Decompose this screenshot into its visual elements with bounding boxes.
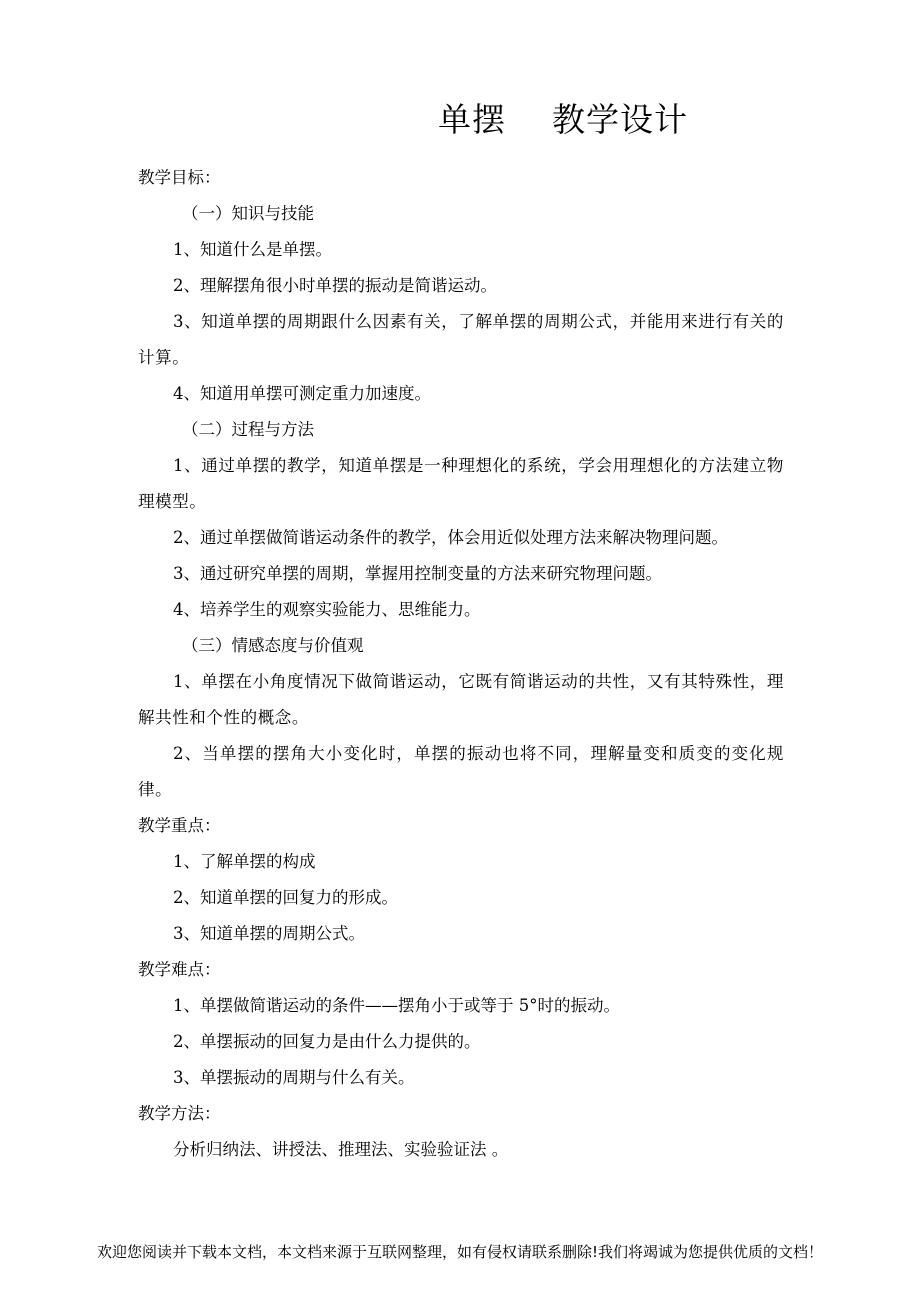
goals-heading: 教学目标： <box>138 168 221 187</box>
difficulty-item: 2、单摆振动的回复力是由什么力提供的。 <box>173 1032 481 1051</box>
part2-item: 3、通过研究单摆的周期，掌握用控制变量的方法来研究物理问题。 <box>173 564 662 583</box>
part2-item: 1、通过单摆的教学，知道单摆是一种理想化的系统，学会用理想化的方法建立物理模型。 <box>138 456 784 511</box>
key-point-item: 1、了解单摆的构成 <box>173 852 316 871</box>
difficulty-item: 3、单摆振动的周期与什么有关。 <box>173 1068 415 1087</box>
part2-item: 4、培养学生的观察实验能力、思维能力。 <box>173 600 481 619</box>
method-heading: 教学方法： <box>138 1104 221 1123</box>
part3-item: 1、单摆在小角度情况下做简谐运动，它既有简谐运动的共性，又有其特殊性，理解共性和个性的概念。 <box>138 672 784 727</box>
difficulty-item: 1、单摆做简谐运动的条件——摆角小于或等于 5°时的振动。 <box>173 996 620 1015</box>
difficulty-heading: 教学难点： <box>138 960 221 979</box>
part1-item: 2、理解摆角很小时单摆的振动是简谐运动。 <box>173 276 497 295</box>
part1-item: 3、知道单摆的周期跟什么因素有关，了解单摆的周期公式，并能用来进行有关的计算。 <box>138 312 784 367</box>
method-text: 分析归纳法、讲授法、推理法、实验验证法 。 <box>173 1140 509 1159</box>
part3-item: 2、当单摆的摆角大小变化时，单摆的振动也将不同，理解量变和质变的变化规律。 <box>138 744 784 799</box>
part1-heading: （一）知识与技能 <box>182 204 314 223</box>
key-point-item: 2、知道单摆的回复力的形成。 <box>173 888 398 907</box>
part3-heading: （三）情感态度与价值观 <box>182 636 364 655</box>
key-points-heading: 教学重点： <box>138 816 221 835</box>
page-title: 单摆 教学设计 <box>438 100 688 139</box>
footer-notice: 欢迎您阅读并下载本文档，本文档来源于互联网整理，如有侵权请联系删除!我们将竭诚为您提供优质的文档！ <box>96 1243 824 1261</box>
document-body <box>138 160 784 1168</box>
part1-item: 1、知道什么是单摆。 <box>173 240 332 259</box>
key-point-item: 3、知道单摆的周期公式。 <box>173 924 365 943</box>
part2-item: 2、通过单摆做简谐运动条件的教学，体会用近似处理方法来解决物理问题。 <box>173 528 728 547</box>
part1-item: 4、知道用单摆可测定重力加速度。 <box>173 384 431 403</box>
part2-heading: （二）过程与方法 <box>182 420 314 439</box>
